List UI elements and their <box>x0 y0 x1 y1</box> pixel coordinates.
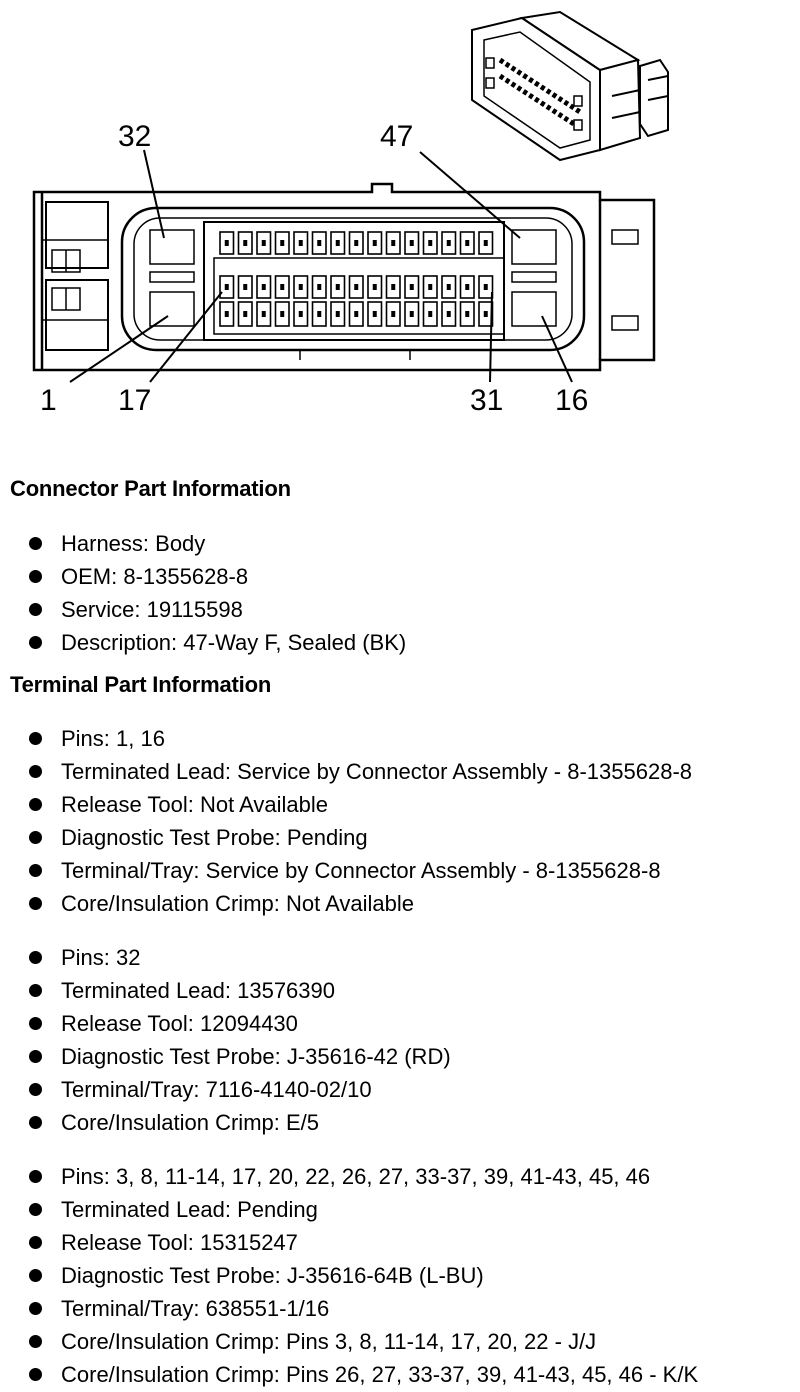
list-item-text: Core/Insulation Crimp: Pins 3, 8, 11-14, 17, 20, 22 - J/J <box>61 1329 597 1354</box>
terminal-contact <box>336 284 340 290</box>
bullet-icon <box>29 636 42 649</box>
terminal-contact <box>391 311 395 317</box>
terminal-contact <box>354 240 358 246</box>
list-item <box>0 1040 800 1073</box>
terminal-contact <box>465 240 469 246</box>
terminal-contact <box>317 311 321 317</box>
connector-heading: Connector Part Information <box>10 476 291 501</box>
list-item <box>0 887 800 920</box>
list-item-text: Terminated Lead: Pending <box>61 1197 318 1222</box>
terminal-contact <box>410 240 414 246</box>
connector-diagram <box>0 0 800 440</box>
list-item <box>0 854 800 887</box>
terminal-contact <box>299 311 303 317</box>
terminal-contact <box>225 311 229 317</box>
list-item-text: Core/Insulation Crimp: E/5 <box>61 1110 319 1135</box>
terminal-contact <box>484 311 488 317</box>
bullet-icon <box>29 1269 42 1282</box>
bullet-icon <box>29 1083 42 1096</box>
terminal-contact <box>336 240 340 246</box>
list-item-text: Pins: 1, 16 <box>61 726 165 751</box>
bullet-icon <box>29 1302 42 1315</box>
list-item <box>0 560 800 593</box>
bullet-icon <box>29 1050 42 1063</box>
terminal-contact <box>391 240 395 246</box>
list-item-text: Description: 47-Way F, Sealed (BK) <box>61 630 407 655</box>
list-item-text: Core/Insulation Crimp: Pins 26, 27, 33-37, 39, 41-43, 45, 46 - K/K <box>61 1362 699 1387</box>
bullet-icon <box>29 570 42 583</box>
list-item-text: Pins: 32 <box>61 945 141 970</box>
list-item-text: OEM: 8-1355628-8 <box>61 564 249 589</box>
terminal-group-1 <box>0 722 800 920</box>
pin-label-32: 32 <box>118 120 152 153</box>
terminal-contact <box>280 284 284 290</box>
bullet-icon <box>29 1368 42 1381</box>
bullet-icon <box>29 1170 42 1183</box>
terminal-contact <box>465 284 469 290</box>
terminal-contact <box>447 284 451 290</box>
terminal-contact <box>243 284 247 290</box>
bullet-icon <box>29 1335 42 1348</box>
list-item <box>0 722 800 755</box>
pin-label-31: 31 <box>470 384 504 417</box>
list-item <box>0 1106 800 1139</box>
list-item <box>0 974 800 1007</box>
terminal-group-2 <box>0 941 800 1139</box>
list-item <box>0 626 800 659</box>
terminal-contact <box>299 240 303 246</box>
bullet-icon <box>29 537 42 550</box>
list-item <box>0 1160 800 1193</box>
list-item-text: Release Tool: 12094430 <box>61 1011 298 1036</box>
connector-info-list <box>0 527 800 659</box>
terminal-contact <box>373 284 377 290</box>
terminal-contact <box>262 311 266 317</box>
list-item-text: Diagnostic Test Probe: J-35616-64B (L-BU) <box>61 1263 484 1288</box>
terminal-contact <box>447 311 451 317</box>
list-item-text: Service: 19115598 <box>61 597 243 622</box>
terminal-contact <box>243 311 247 317</box>
terminal-contact <box>373 311 377 317</box>
list-item-text: Terminated Lead: 13576390 <box>61 978 335 1003</box>
terminal-contact <box>354 284 358 290</box>
terminal-contact <box>299 284 303 290</box>
terminal-contact <box>280 240 284 246</box>
terminal-contact <box>447 240 451 246</box>
pin-label-1: 1 <box>40 384 57 417</box>
terminal-contact <box>428 284 432 290</box>
list-item <box>0 1325 800 1358</box>
bullet-icon <box>29 831 42 844</box>
list-item <box>0 527 800 560</box>
list-item <box>0 593 800 626</box>
bullet-icon <box>29 765 42 778</box>
bullet-icon <box>29 1017 42 1030</box>
list-item <box>0 1259 800 1292</box>
list-item-text: Release Tool: Not Available <box>61 792 329 817</box>
list-item-text: Release Tool: 15315247 <box>61 1230 298 1255</box>
list-item-text: Pins: 3, 8, 11-14, 17, 20, 22, 26, 27, 33-37, 39, 41-43, 45, 46 <box>61 1164 651 1189</box>
bullet-icon <box>29 864 42 877</box>
terminal-contact <box>262 284 266 290</box>
terminal-group-3 <box>0 1160 800 1391</box>
list-item-text: Diagnostic Test Probe: Pending <box>61 825 368 850</box>
list-item <box>0 1073 800 1106</box>
terminal-contact <box>410 311 414 317</box>
terminal-contact <box>225 284 229 290</box>
list-item <box>0 1292 800 1325</box>
terminal-contact <box>262 240 266 246</box>
terminal-contact <box>225 240 229 246</box>
bullet-icon <box>29 897 42 910</box>
terminal-contact <box>354 311 358 317</box>
pin-label-17: 17 <box>118 384 152 417</box>
bullet-icon <box>29 951 42 964</box>
terminal-contact <box>243 240 247 246</box>
list-item <box>0 755 800 788</box>
terminal-contact <box>428 240 432 246</box>
terminal-contact <box>465 311 469 317</box>
connector-isometric-view <box>472 12 668 160</box>
list-item-text: Diagnostic Test Probe: J-35616-42 (RD) <box>61 1044 451 1069</box>
terminal-contact <box>484 284 488 290</box>
bullet-icon <box>29 984 42 997</box>
terminal-contact <box>317 240 321 246</box>
list-item <box>0 1358 800 1391</box>
terminal-contact <box>280 311 284 317</box>
list-item-text: Core/Insulation Crimp: Not Available <box>61 891 414 916</box>
bullet-icon <box>29 1236 42 1249</box>
bullet-icon <box>29 603 42 616</box>
pin-label-47: 47 <box>380 120 414 153</box>
terminal-contact <box>336 311 340 317</box>
list-item <box>0 821 800 854</box>
terminal-contact <box>373 240 377 246</box>
list-item <box>0 1193 800 1226</box>
list-item-text: Terminal/Tray: 638551-1/16 <box>61 1296 330 1321</box>
list-item-text: Terminal/Tray: 7116-4140-02/10 <box>61 1077 372 1102</box>
terminal-contact <box>484 240 488 246</box>
terminal-contact <box>428 311 432 317</box>
terminal-contact <box>410 284 414 290</box>
bullet-icon <box>29 798 42 811</box>
terminal-contact <box>317 284 321 290</box>
list-item-text: Terminated Lead: Service by Connector Assembly - 8-1355628-8 <box>61 759 693 784</box>
list-item <box>0 941 800 974</box>
terminal-contact <box>391 284 395 290</box>
list-item <box>0 1226 800 1259</box>
list-item <box>0 1007 800 1040</box>
bullet-icon <box>29 1116 42 1129</box>
terminal-cavities <box>220 232 493 326</box>
terminal-heading: Terminal Part Information <box>10 672 272 697</box>
list-item-text: Harness: Body <box>61 531 206 556</box>
bullet-icon <box>29 1203 42 1216</box>
pin-label-16: 16 <box>555 384 589 417</box>
list-item-text: Terminal/Tray: Service by Connector Assembly - 8-1355628-8 <box>61 858 661 883</box>
list-item <box>0 788 800 821</box>
bullet-icon <box>29 732 42 745</box>
